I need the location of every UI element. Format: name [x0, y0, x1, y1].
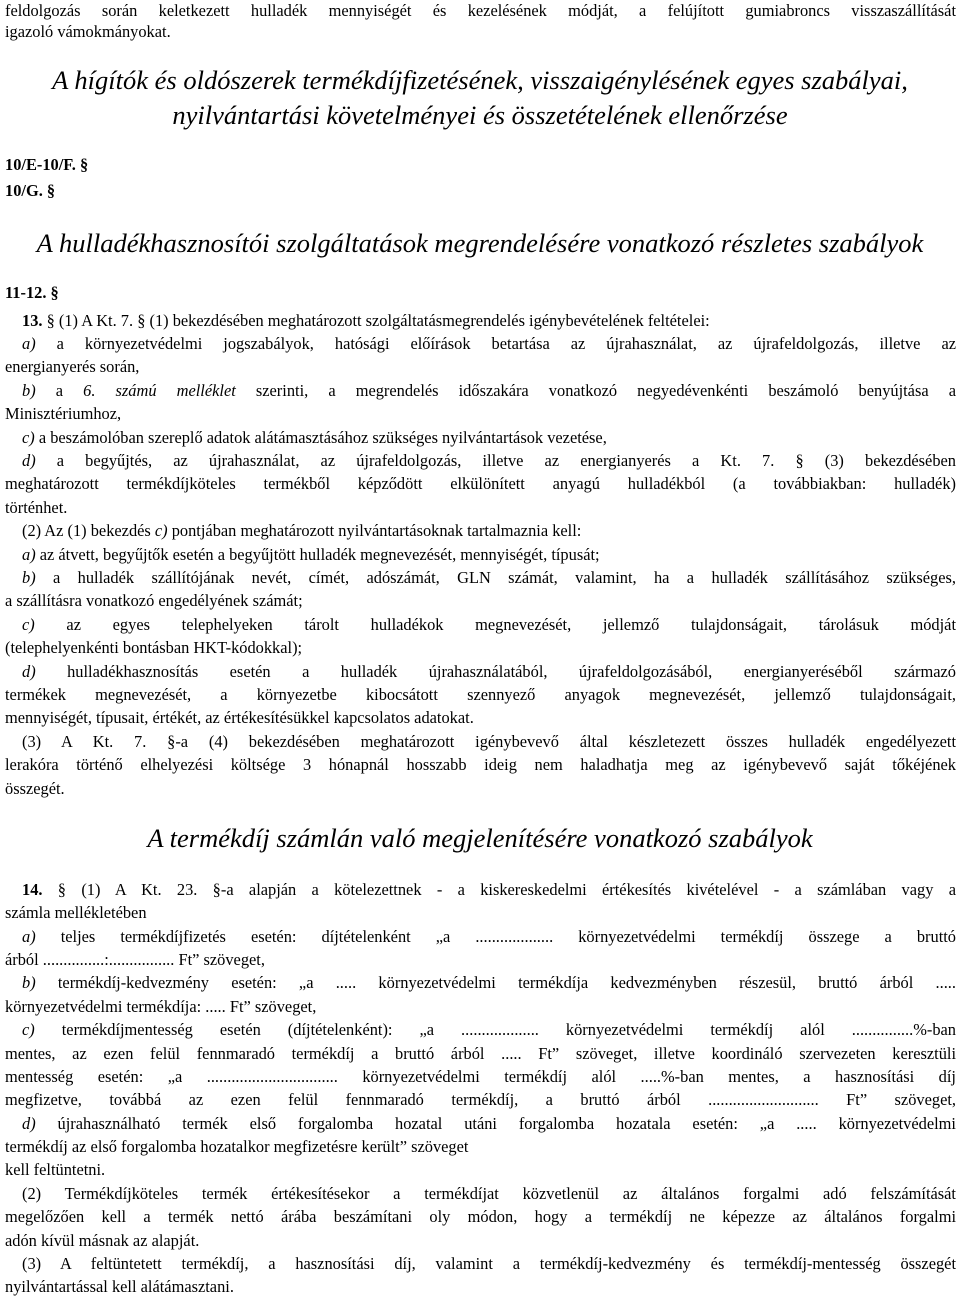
section-heading: A hulladékhasznosítói szolgáltatások megrendelésére vonatkozó részletes szabályok	[36, 228, 924, 258]
text-line: d) újrahasználható termék első forgalomba hozatal utáni forgalomba hozatala esetén: „a ..... környezetvédelmi	[22, 1114, 956, 1133]
text-line: c) az egyes telephelyeken tárolt hulladékok megnevezését, jellemző tulajdonságait, tárolásuk módját	[22, 615, 956, 634]
text-line: d) a begyűjtés, az újrahasználat, az újrafeldolgozás, illetve az energianyerés a Kt. 7. § (3) bekezdésében	[22, 451, 956, 470]
text-line: 10/G. §	[5, 181, 56, 200]
text-line: Minisztériumhoz,	[5, 404, 122, 423]
text-line: (3) A Kt. 7. §-a (4) bekezdésében meghatározott igénybevevő által készletezett összes hulladék engedélyezett	[22, 732, 956, 751]
text-line: b) termékdíj-kedvezmény esetén: „a ..... környezetvédelmi termékdíja kedvezményben részesül, bruttó árból .....	[22, 973, 956, 992]
text-line: lerakóra történő elhelyezési költsége 3 hónapnál hosszabb ideig nem haladhatja meg az igénybevevő saját tőkéjének	[5, 755, 956, 774]
section-heading: A termékdíj számlán való megjelenítésére vonatkozó szabályok	[147, 823, 813, 853]
text-line: megfizetve, továbbá az ezen felül fennmaradó termékdíj, a bruttó árból ........................... Ft” szöveget,	[5, 1090, 956, 1109]
text-line: adón kívül másnak az alapját.	[5, 1231, 200, 1250]
text-line: a szállításra vonatkozó engedélyének számát;	[5, 591, 303, 610]
text-line: mennyiségét, típusait, értékét, az értékesítésükkel kapcsolatos adatokat.	[5, 708, 474, 727]
text-line: összegét.	[5, 779, 65, 798]
text-line: termékek megnevezését, a környezetbe kibocsátott szennyező anyagok megnevezését, jellemző tulajdonságait,	[5, 685, 956, 704]
text-line: energianyerés során,	[5, 357, 140, 376]
text-line: 10/E-10/F. §	[5, 155, 89, 174]
text-line: 14. § (1) A Kt. 23. §-a alapján a kötelezettnek - a kiskereskedelmi értékesítés kivételével - a számlában vagy a	[22, 880, 956, 899]
text-line: a) teljes termékdíjfizetés esetén: díjtételenként „a ................... környezetvédelmi termékdíj összege a bruttó	[22, 927, 956, 946]
text-line: a) a környezetvédelmi jogszabályok, hatósági előírások betartása az újrahasználat, az újrafeldolgozás, illetve az	[22, 334, 956, 353]
text-line: d) hulladékhasznosítás esetén a hulladék újrahasználatából, újrafeldolgozásából, energianyeréséből származó	[22, 662, 956, 681]
text-line: (3) A feltüntetett termékdíj, a hasznosítási díj, valamint a termékdíj-kedvezmény és termékdíj-mentesség összegét	[22, 1254, 956, 1273]
text-line: 13. § (1) A Kt. 7. § (1) bekezdésében meghatározott szolgáltatásmegrendelés igénybevételének feltételei:	[22, 311, 710, 330]
text-line: c) termékdíjmentesség esetén (díjtételenként): „a ................... környezetvédelmi termékdíj alól ...............%-ban	[22, 1020, 956, 1039]
text-line: (2) Az (1) bekezdés c) pontjában meghatározott nyilvántartásoknak tartalmaznia kell:	[22, 521, 582, 540]
text-line: nyilvántartással kell alátámasztani.	[5, 1277, 234, 1296]
text-line: feldolgozás során keletkezett hulladék mennyiségét és kezelésének módját, a felújított gumiabroncs visszaszállítását	[5, 1, 956, 20]
text-line: a) az átvett, begyűjtők esetén a begyűjtött hulladék megnevezését, mennyiségét, típusát;	[22, 545, 600, 564]
text-line: kell feltüntetni.	[5, 1160, 106, 1179]
text-line: termékdíj az első forgalomba hozatalkor megfizetésre került” szöveget	[5, 1137, 469, 1156]
text-line: b) a 6. számú melléklet szerinti, a megrendelés időszakára vonatkozó negyedévenkénti beszámoló benyújtása a	[22, 381, 956, 400]
text-line: (telephelyenkénti bontásban HKT-kódokkal);	[5, 638, 303, 657]
text-line: mentes, az ezen felül fennmaradó termékdíj a bruttó árból ..... Ft” szöveget, illetve koordináló szervezeten keresztüli	[5, 1044, 956, 1063]
text-line: történhet.	[5, 498, 68, 517]
text-line: mentesség esetén: „a ................................ környezetvédelmi termékdíj alól .....%-ban mentes, a hasznosítási díj	[5, 1067, 956, 1086]
text-line: környezetvédelmi termékdíja: ..... Ft” szöveget,	[5, 997, 317, 1016]
text-line: igazoló vámokmányokat.	[5, 22, 171, 41]
section-heading: nyilvántartási követelményei és összetételének ellenőrzése	[172, 100, 788, 130]
text-line: megelőzően kell a termék nettó árába beszámítani oly módon, hogy a termékdíj ne képezze az általános forgalmi	[5, 1207, 956, 1226]
text-line: b) a hulladék szállítójának nevét, címét, adószámát, GLN számát, valamint, ha a hulladék szállításához szükséges,	[22, 568, 956, 587]
text-line: árból ...............:................ Ft” szöveget,	[5, 950, 265, 969]
text-line: meghatározott termékdíjköteles termékből képződött elkülönített anyagú hulladékból (a továbbiakban: hulladék)	[5, 474, 956, 493]
text-line: c) a beszámolóban szereplő adatok alátámasztásához szükséges nyilvántartások vezetése,	[22, 428, 607, 447]
text-line: (2) Termékdíjköteles termék értékesítésekor a termékdíjat közvetlenül az általános forgalmi adó felszámítását	[22, 1184, 956, 1203]
text-line: számla mellékletében	[5, 903, 147, 922]
section-heading: A hígítók és oldószerek termékdíjfizetésének, visszaigénylésének egyes szabályai,	[52, 65, 908, 95]
text-line: 11-12. §	[5, 283, 59, 302]
